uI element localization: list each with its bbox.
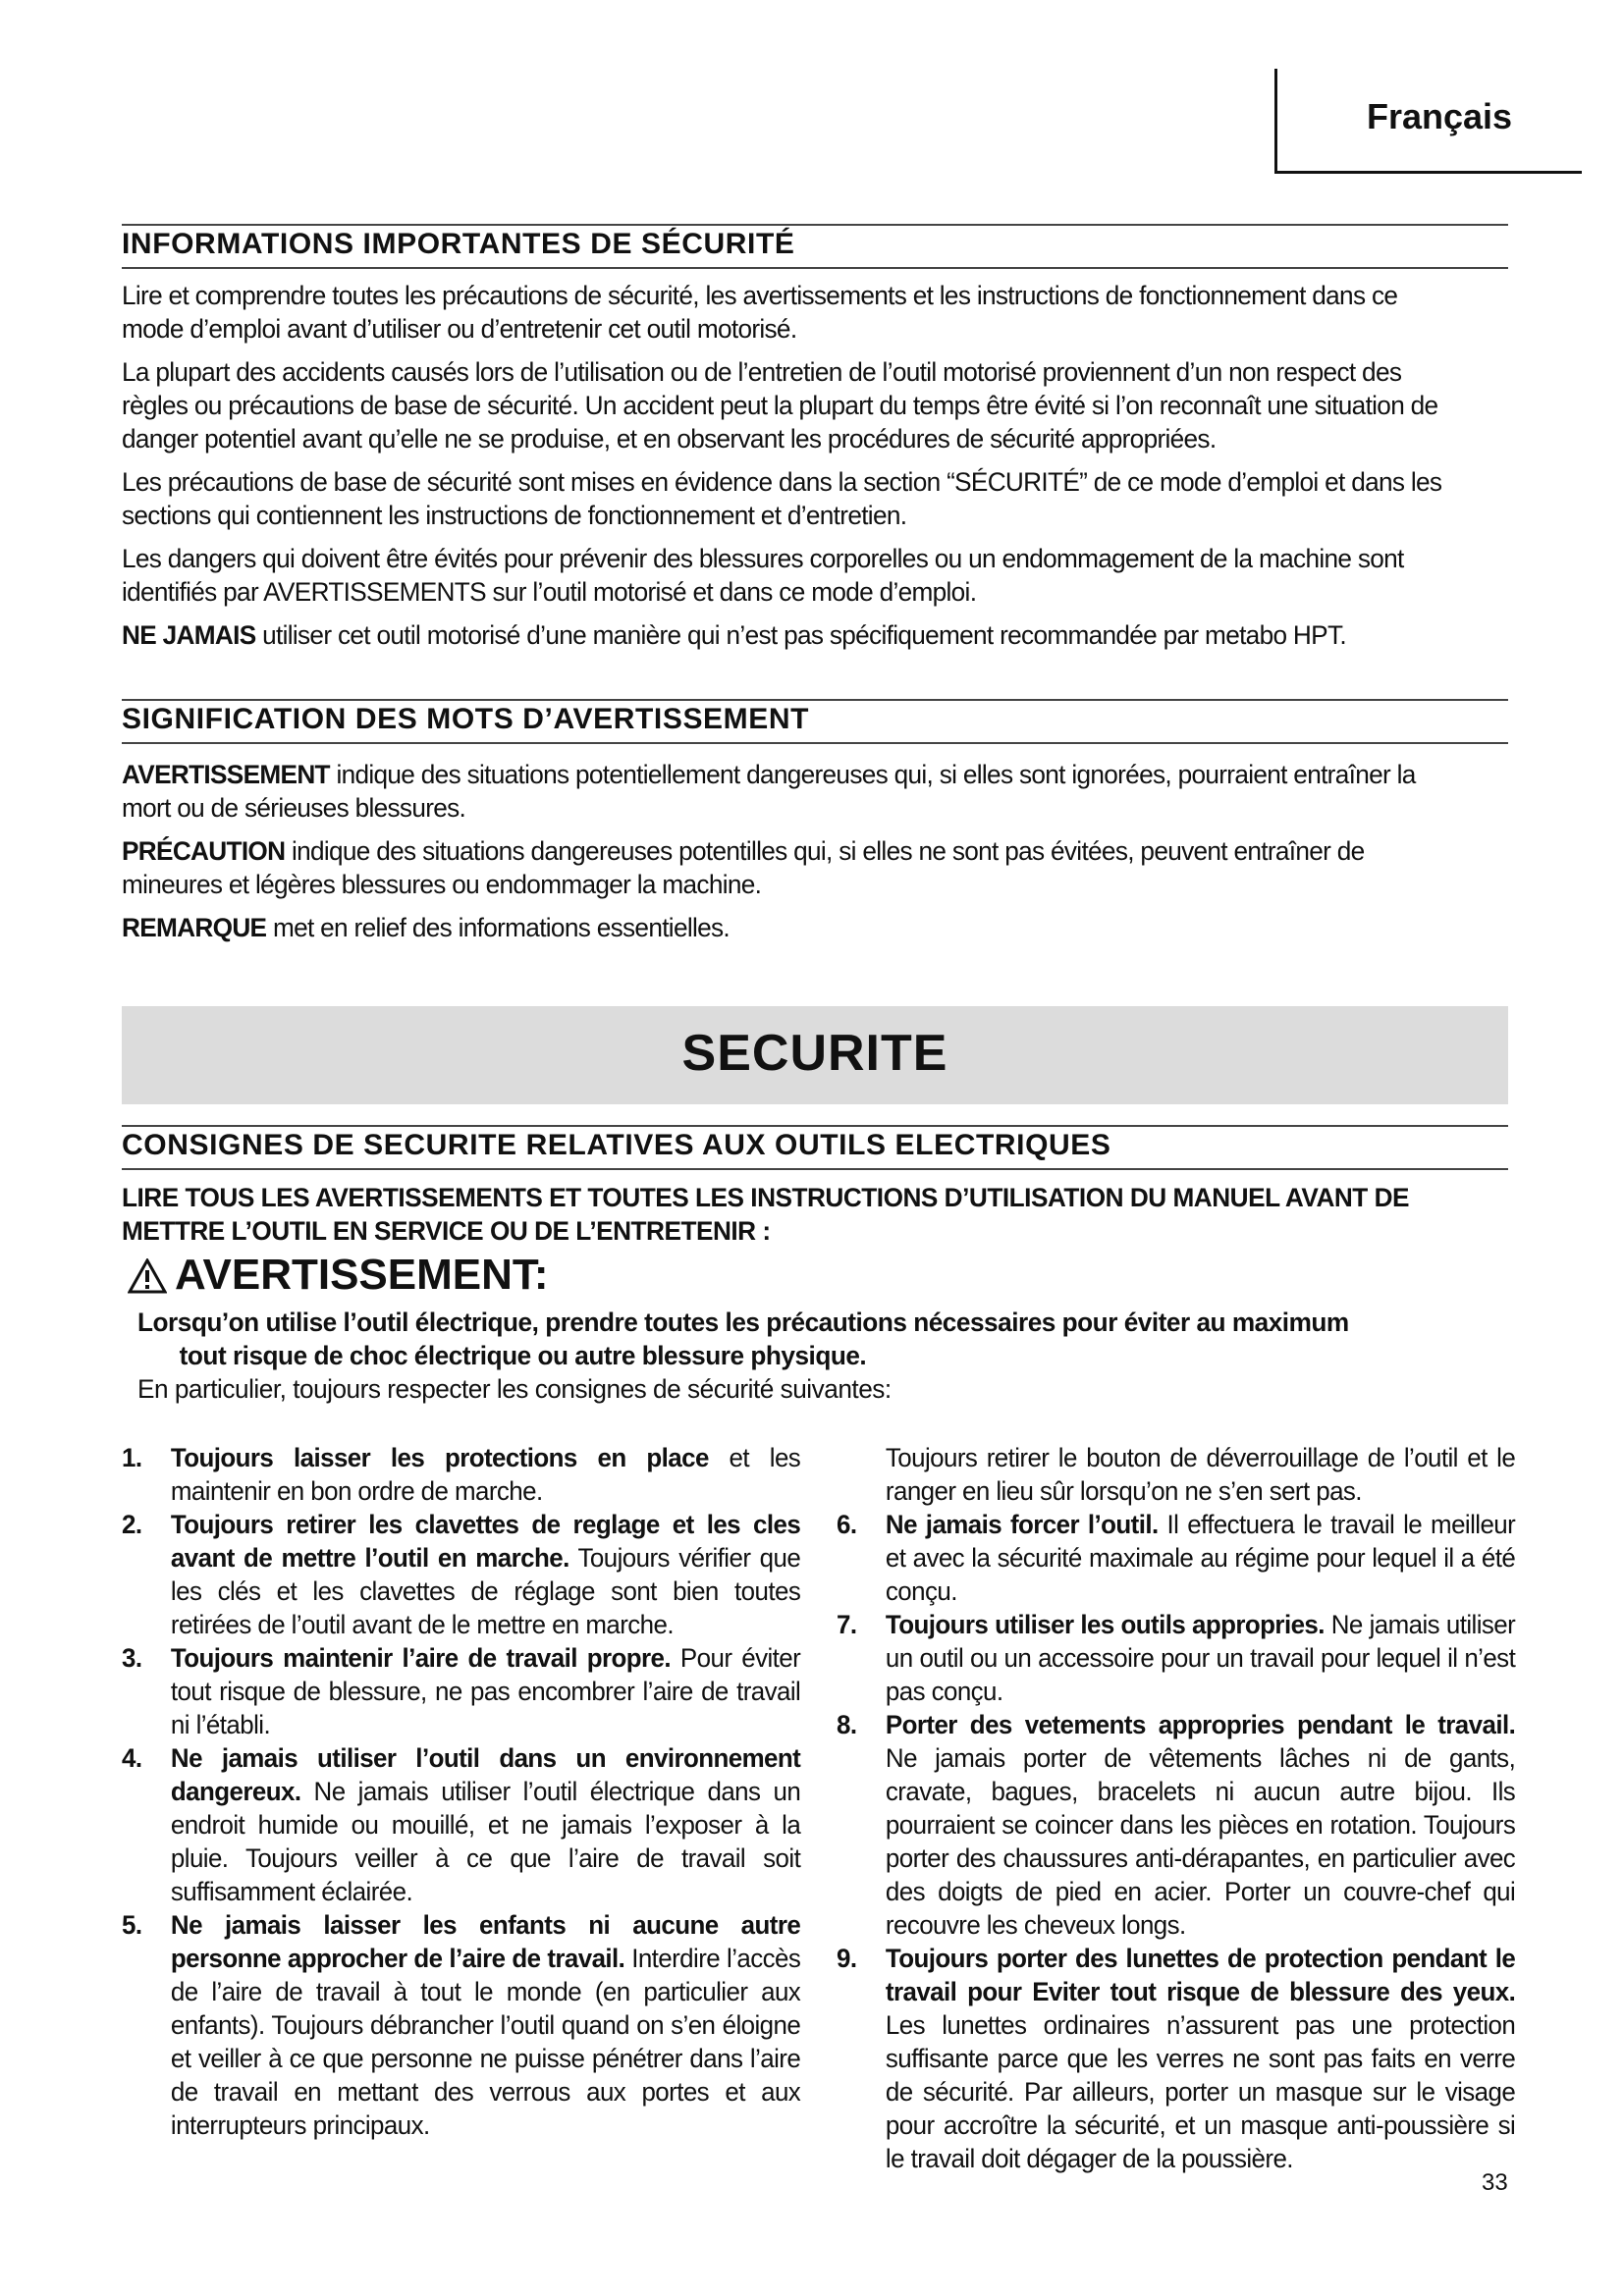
- signal-word: PRÉCAUTION: [122, 836, 286, 866]
- item-text: Ne jamais utiliser l’outil électrique dans un endroit humide ou mouillé, et ne jamais l’exposer à la pluie. Toujours veiller à ce que l’aire de travail soit suffisamment éclairée.: [170, 1777, 801, 1906]
- list-item: [122, 1508, 800, 1641]
- item-heading: Toujours maintenir l’aire de travail propre.: [170, 1643, 672, 1673]
- list-item: [122, 1908, 800, 2142]
- paragraph-text: indique des situations potentiellement dangereuses qui, si elles sont ignorées, pourraient entraîner la mort ou de sérieuses blessures.: [122, 760, 1416, 823]
- paragraph-text: met en relief des informations essentielles.: [266, 913, 731, 942]
- safety-info-body: [122, 279, 1465, 652]
- item-number: 3.: [122, 1643, 142, 1673]
- list-item: [837, 1942, 1515, 2175]
- paragraph: La plupart des accidents causés lors de l’utilisation ou de l’entretien de l’outil motorisé proviennent d’un non respect des règles ou précautions de base de sécurité. Un accident peut la plupart du temps être évité si l’on reconnaît une situation de danger potentiel avant qu’elle ne se produise, et en observant les procédures de sécurité appropriées.: [122, 357, 1438, 454]
- page-number: 33: [1482, 2169, 1508, 2196]
- item-heading: Porter des vetements appropries pendant le travail.: [885, 1710, 1516, 1739]
- paragraph: [122, 911, 1465, 944]
- item-heading: Ne jamais utiliser l’outil dans un environnement dangereux.: [170, 1743, 801, 1806]
- list-item: [122, 1641, 800, 1741]
- item-number: 8.: [837, 1710, 857, 1739]
- language-label: Français: [1367, 96, 1513, 136]
- paragraph: Les dangers qui doivent être évités pour prévenir des blessures corporelles ou un endommagement de la machine sont identifiés par AVERTISSEMENTS sur l’outil motorisé et dans ce mode d’emploi.: [122, 544, 1404, 607]
- item-text: Il effectuera le travail le meilleur et avec la sécurité maximale au régime pour lequel il a été conçu.: [885, 1510, 1516, 1606]
- section-heading-power-tool-safety: [122, 1125, 1508, 1170]
- section-heading-safety-info: [122, 224, 1508, 269]
- item-text: Les lunettes ordinaires n’assurent pas une protection suffisante parce que les verres ne sont pas faits en verre de sécurité. Par ailleurs, porter un masque sur le visage pour accroître la sécurité, et un masque anti-poussière si le travail doit dégager de la poussière.: [885, 2010, 1516, 2173]
- paragraph: Les précautions de base de sécurité sont mises en évidence dans la section “SÉCURITÉ” de ce mode d’emploi et dans les sections qui contiennent les instructions de fonctionnement et d’entretien.: [122, 467, 1442, 530]
- item-heading: Toujours retirer les clavettes de reglage et les cles avant de mettre l’outil en marche.: [170, 1510, 801, 1573]
- read-instructions-lead: LIRE TOUS LES AVERTISSEMENTS ET TOUTES LES INSTRUCTIONS D’UTILISATION DU MANUEL AVANT DE METTRE L’OUTIL EN SERVICE OU DE L’ENTRETENIR :: [122, 1183, 1410, 1246]
- section-title: SIGNIFICATION DES MOTS D’AVERTISSEMENT: [122, 703, 810, 735]
- warning-body: [137, 1306, 1471, 1406]
- warning-title: AVERTISSEMENT:: [175, 1251, 549, 1299]
- list-item: [837, 1608, 1515, 1708]
- safety-list-right-column: [837, 1441, 1515, 2175]
- emphasis: NE JAMAIS: [122, 620, 256, 650]
- item-text: Toujours vérifier que les clés et les clavettes de réglage sont bien toutes retirées de l’outil avant de le mettre en marche.: [170, 1543, 801, 1639]
- item-number: 5.: [122, 1910, 142, 1940]
- item-text: et les maintenir en bon ordre de marche.: [170, 1443, 801, 1506]
- paragraph: [122, 834, 1465, 901]
- item-text: Pour éviter tout risque de blessure, ne pas encombrer l’aire de travail ni l’établi.: [170, 1643, 801, 1739]
- warning-line: tout risque de choc électrique ou autre blessure physique.: [179, 1341, 867, 1370]
- item-number: 1.: [122, 1443, 142, 1472]
- warning-line: En particulier, toujours respecter les consignes de sécurité suivantes:: [137, 1374, 892, 1404]
- warning-triangle-icon: [128, 1258, 167, 1294]
- paragraph-text: indique des situations dangereuses potentilles qui, si elles ne sont pas évitées, peuvent entraîner de mineures et légères blessures ou endommager la machine.: [122, 836, 1365, 899]
- paragraph: Lire et comprendre toutes les précautions de sécurité, les avertissements et les instructions de fonctionnement dans ce mode d’emploi avant d’utiliser ou d’entretenir cet outil motorisé.: [122, 281, 1398, 344]
- banner-title: SECURITE: [681, 1025, 948, 1082]
- list-item: [122, 1741, 800, 1908]
- signal-word: REMARQUE: [122, 913, 267, 942]
- paragraph-text: utiliser cet outil motorisé d’une manière qui n’est pas spécifiquement recommandée par metabo HPT.: [255, 620, 1346, 650]
- signal-word: AVERTISSEMENT: [122, 760, 330, 789]
- section-title: INFORMATIONS IMPORTANTES DE SÉCURITÉ: [122, 228, 795, 260]
- paragraph: [122, 758, 1465, 825]
- section-heading-signal-words: [122, 699, 1508, 744]
- item-heading: Toujours porter des lunettes de protection pendant le travail pour Eviter tout risque de blessure des yeux.: [885, 1944, 1516, 2006]
- securite-banner: [122, 1006, 1508, 1104]
- safety-list-left-column: [122, 1441, 800, 2142]
- list-item: [837, 1708, 1515, 1942]
- list-item: [837, 1508, 1515, 1608]
- item-number: 7.: [837, 1610, 857, 1639]
- list-item: [122, 1441, 800, 1508]
- item-number: 9.: [837, 1944, 857, 1973]
- item-text: Ne jamais porter de vêtements lâches ni de gants, cravate, bagues, bracelets ni aucun autre bijou. Ils pourraient se coincer dans les pièces en rotation. Toujours porter des chaussures anti-dérapantes, en particulier avec des doigts de pied en acier. Porter un couvre-chef qui recouvre les cheveux longs.: [885, 1743, 1516, 1940]
- item-heading: Toujours utiliser les outils appropries.: [885, 1610, 1325, 1639]
- paragraph: [122, 618, 1465, 652]
- list-item-continuation: Toujours retirer le bouton de déverrouillage de l’outil et le ranger en lieu sûr lorsqu’on ne s’en sert pas.: [885, 1443, 1516, 1506]
- item-number: 2.: [122, 1510, 142, 1539]
- section-title: CONSIGNES DE SECURITE RELATIVES AUX OUTILS ELECTRIQUES: [122, 1129, 1111, 1161]
- item-number: 6.: [837, 1510, 857, 1539]
- item-heading: Ne jamais laisser les enfants ni aucune autre personne approcher de l’aire de travail.: [170, 1910, 801, 1973]
- warning-line: Lorsqu’on utilise l’outil électrique, prendre toutes les précautions nécessaires pour éviter au maximum: [137, 1308, 1349, 1337]
- signal-words-body: [122, 758, 1465, 944]
- item-heading: Ne jamais forcer l’outil.: [885, 1510, 1159, 1539]
- item-text: Interdire l’accès de l’aire de travail à tout le monde (en particulier aux enfants). Toujours débrancher l’outil quand on s’en éloigne et veiller à ce que personne ne puisse pénétrer dans l’aire de travail en mettant des verrous aux portes et aux interrupteurs principaux.: [170, 1944, 801, 2140]
- item-heading: Toujours laisser les protections en place: [170, 1443, 709, 1472]
- item-text: Ne jamais utiliser un outil ou un accessoire pour un travail pour lequel il n’est pas conçu.: [885, 1610, 1516, 1706]
- item-number: 4.: [122, 1743, 142, 1773]
